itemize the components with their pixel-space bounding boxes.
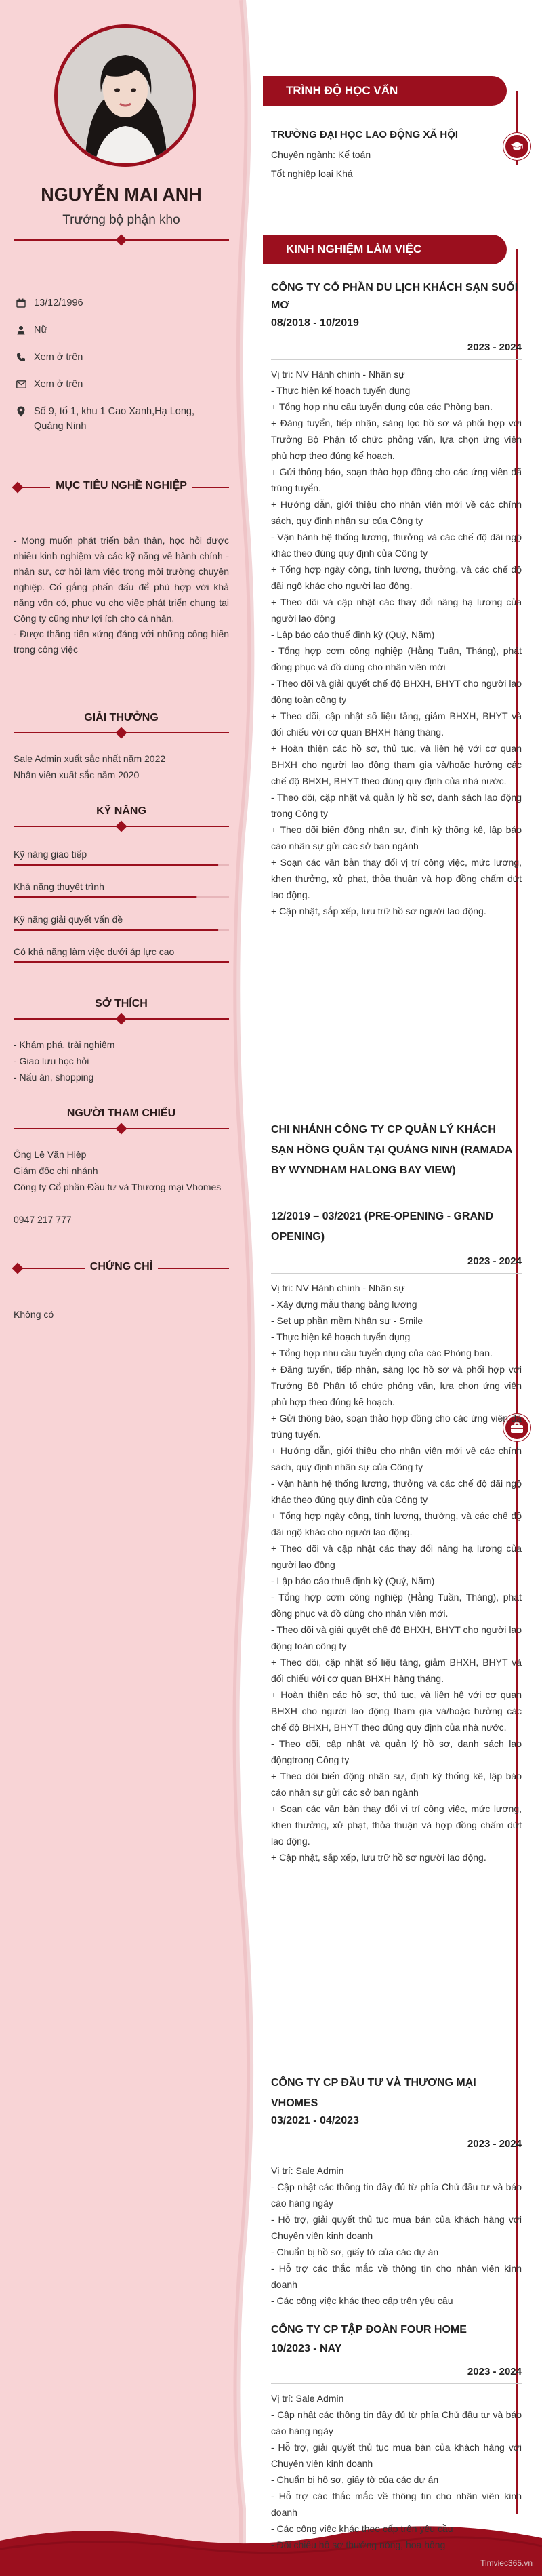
job-description-line: - Cập nhật các thông tin đầy đủ từ phía Chủ đầu tư và báo cáo hàng ngày: [271, 2181, 522, 2209]
job-range: 2023 - 2024: [467, 1255, 522, 1267]
award-item: Sale Admin xuất sắc nhất năm 2022: [14, 753, 166, 764]
job-dates: 12/2019 – 03/2021 (PRE-OPENING - GRAND OPENING): [271, 1211, 494, 1243]
job-description-line: + Theo dõi, cập nhật số liệu tăng, giảm BHXH, BHYT và đối chiếu với cơ quan BHXH hàng tháng.: [271, 710, 522, 738]
job-description-line: + Cập nhật, sắp xếp, lưu trữ hồ sơ người lao động.: [271, 1852, 486, 1863]
experience-header: KINH NGHIỆM LÀM VIỆC: [263, 235, 507, 264]
job-description-line: - Xây dựng mẫu thang bảng lương: [271, 1299, 417, 1310]
email-icon: [15, 377, 27, 392]
job-description-line: + Tổng hợp ngày công, tính lương, thưởng, và các chế độ đãi ngộ khác cho người lao động.: [271, 564, 522, 591]
job-description-line: - Cập nhật các thông tin đầy đủ từ phía Chủ đầu tư và báo cáo hàng ngày: [271, 2409, 522, 2436]
job-description-line: - Các công việc khác theo cấp trên yêu cầu: [271, 2523, 453, 2534]
certificates-text: Không có: [14, 1309, 54, 1320]
reference-company: Công ty Cổ phần Đầu tư và Thương mại Vhomes: [14, 1182, 222, 1192]
job-range: 2023 - 2024: [467, 2366, 522, 2377]
job-separator: [271, 359, 522, 360]
job-description-line: + Soạn các văn bản thay đổi vị trí công việc, mức lương, khen thưởng, xử phạt, thỏa thuận và hợp đồng chấm dứt lao động.: [271, 857, 522, 900]
job-description-line: + Theo dõi và cập nhật các thay đổi nâng hạ lương của người lao động: [271, 1543, 522, 1570]
job-description-line: - Hỗ trợ, giải quyết thủ tục mua bán của khách hàng với Chuyên viên kinh doanh: [271, 2442, 522, 2469]
job-description-line: Vị trí: NV Hành chính - Nhân sự: [271, 369, 405, 380]
job-description-line: - Lập báo cáo thuế định kỳ (Quý, Năm): [271, 1575, 435, 1586]
hobby-item: - Nấu ăn, shopping: [14, 1072, 94, 1083]
skill-label: Kỹ năng giải quyết vấn đề: [14, 914, 123, 925]
job-description-line: - Vận hành hệ thống lương, thưởng và các chế độ đãi ngộ khác theo đúng quy định của Công ty: [271, 1478, 522, 1505]
gender-icon: [15, 323, 27, 338]
job-description-line: + Theo dõi và cập nhật các thay đổi nâng hạ lương của người lao động: [271, 597, 522, 624]
job-description-line: + Hoàn thiện các hồ sơ, thủ tục, và liên hệ với cơ quan BHXH cho người lao động tham gia và/hoặc hưởng các chế độ BHXH, BHYT theo đúng quy định của nhà nước.: [271, 1689, 522, 1733]
info-email: [15, 377, 211, 392]
job-description: [271, 1280, 522, 1866]
job-description-line: - Hỗ trợ các thắc mắc về thông tin cho nhân viên kinh doanh: [271, 2263, 522, 2290]
job-description-line: + Tổng hợp ngày công, tính lương, thưởng, và các chế độ đãi ngộ khác cho người lao động.: [271, 1510, 522, 1537]
job-description-line: - Thực hiện kế hoạch tuyển dụng: [271, 385, 411, 396]
hobbies-title: SỞ THÍCH: [14, 998, 229, 1010]
job-description-line: + Theo dõi biến động nhân sự, định kỳ thống kê, lập báo cáo nhân sự gửi các sở ban ngành: [271, 824, 522, 851]
education-grade: Tốt nghiệp loại Khá: [271, 168, 353, 179]
awards-title: GIẢI THƯỞNG: [14, 712, 229, 724]
education-school: TRƯỜNG ĐẠI HỌC LAO ĐỘNG XÃ HỘI: [271, 129, 459, 140]
job-description: [271, 2390, 522, 2553]
job-description-line: - Tổng hợp cơm công nghiệp (Hằng Tuần, Tháng), phát đồng phục và đồ dùng cho nhân viên mới.: [271, 1592, 522, 1619]
job-range: 2023 - 2024: [467, 342, 522, 353]
job-description-line: + Hướng dẫn, giới thiệu cho nhân viên mới về các chính sách, quy định nhân sự của Công ty: [271, 1445, 522, 1472]
hobby-item: - Khám phá, trải nghiệm: [14, 1039, 115, 1050]
job-description-line: - Set up phần mềm Nhân sự - Smile: [271, 1315, 423, 1326]
info-phone-value: Xem ở trên: [34, 352, 83, 363]
candidate-name: NGUYỄN MAI ANH: [41, 184, 202, 205]
info-birthday: [15, 296, 211, 310]
job-range: 2023 - 2024: [467, 2138, 522, 2150]
skill-label: Kỹ năng giao tiếp: [14, 849, 87, 860]
reference-phone: 0947 217 777: [14, 1214, 72, 1225]
avatar: [54, 24, 196, 167]
job-description-line: + Soạn các văn bản thay đổi vị trí công việc, mức lương, khen thưởng, xử phạt, thỏa thuận và hợp đồng chấm dứt lao động.: [271, 1803, 522, 1847]
info-gender-value: Nữ: [34, 325, 48, 336]
job-description-line: - Lập báo cáo thuế định kỳ (Quý, Năm): [271, 629, 435, 640]
job-description: [271, 366, 522, 919]
job-company: CHI NHÁNH CÔNG TY CP QUẢN LÝ KHÁCH SẠN HỒNG QUÂN TẠI QUẢNG NINH (RAMADA BY WYNDHAM HALONG BAY VIEW): [271, 1124, 512, 1176]
job-description-line: + Theo dõi, cập nhật số liệu tăng, giảm BHXH, BHYT và đối chiếu với cơ quan BHXH hàng tháng.: [271, 1657, 522, 1684]
job-description-line: - Hỗ trợ các thắc mắc về thông tin cho nhân viên kinh doanh: [271, 2491, 522, 2518]
skill-bar: [14, 864, 229, 866]
job-description-line: - Chuẩn bị hồ sơ, giấy tờ của các dự án: [271, 2247, 439, 2257]
job-dates: 10/2023 - NAY: [271, 2343, 342, 2354]
award-item: Nhân viên xuất sắc năm 2020: [14, 769, 140, 780]
job-description-line: - Chuẩn bị hồ sơ, giấy tờ của các dự án: [271, 2474, 439, 2485]
job-description-line: - Tổng hợp cơm công nghiệp (Hằng Tuần, Tháng), phát đồng phục và đồ dùng cho nhân viên mới: [271, 645, 522, 672]
job-description-line: - Theo dõi và giải quyết chế độ BHXH, BHYT cho người lao động toàn công ty: [271, 1624, 522, 1651]
job-description-line: - Theo dõi, cập nhật và quản lý hồ sơ, danh sách lao động trong Công ty: [271, 792, 522, 819]
job-description-line: Vị trí: NV Hành chính - Nhân sự: [271, 1283, 405, 1293]
job-company: CÔNG TY CP TẬP ĐOÀN FOUR HOME: [271, 2324, 467, 2335]
education-major: Chuyên ngành: Kế toán: [271, 149, 371, 160]
skill-bar: [14, 929, 229, 931]
job-dates: 03/2021 - 04/2023: [271, 2115, 359, 2127]
job-description-line: Vị trí: Sale Admin: [271, 2165, 344, 2176]
job-description-line: + Tổng hợp nhu cầu tuyển dụng của các Phòng ban.: [271, 401, 493, 412]
skills-title: KỸ NĂNG: [14, 805, 229, 818]
job-description-line: Vị trí: Sale Admin: [271, 2393, 344, 2404]
job-description-line: - Các công việc khác theo cấp trên yêu cầu: [271, 2295, 453, 2306]
objective-title: MỤC TIÊU NGHỀ NGHIỆP: [14, 480, 229, 492]
info-gender: [15, 323, 211, 338]
reference-title: NGƯỜI THAM CHIẾU: [14, 1108, 229, 1120]
job-description-line: - Đối chiếu hồ sơ thưởng nóng, hoa hồng: [271, 2539, 446, 2550]
job-description-line: + Theo dõi biến động nhân sự, định kỳ thống kê, lập báo cáo nhân sự gửi các sở ban ngành: [271, 1771, 522, 1798]
job-description-line: - Vận hành hệ thống lương, thưởng và các chế độ đãi ngộ khác theo đúng quy định của Công ty: [271, 531, 522, 559]
job-description-line: + Đăng tuyển, tiếp nhận, sàng lọc hồ sơ và phối hợp với Trưởng Bộ Phận tổ chức phỏng vấn, lựa chọn ứng viên phù hợp theo đúng kế hoạch.: [271, 1364, 522, 1407]
info-birthday-value: 13/12/1996: [34, 298, 83, 308]
location-icon: [15, 404, 27, 419]
phone-icon: [15, 350, 27, 365]
job-description-line: + Tổng hợp nhu cầu tuyển dụng của các Phòng ban.: [271, 1348, 493, 1359]
job-separator: [271, 1273, 522, 1274]
job-description-line: + Đăng tuyển, tiếp nhận, sàng lọc hồ sơ và phối hợp với Trưởng Bộ Phận tổ chức phỏng vấn, lựa chọn ứng viên phù hợp theo đúng kế hoạch.: [271, 418, 522, 461]
skill-label: Có khả năng làm việc dưới áp lực cao: [14, 946, 175, 957]
job-description-line: - Hỗ trợ, giải quyết thủ tục mua bán của khách hàng với Chuyên viên kinh doanh: [271, 2214, 522, 2241]
watermark: Timviec365.vn: [480, 2558, 533, 2568]
job-company: CÔNG TY CP ĐẦU TƯ VÀ THƯƠNG MẠI VHOMES: [271, 2077, 476, 2109]
job-separator: [271, 2383, 522, 2384]
skill-bar: [14, 896, 229, 898]
job-description-line: - Theo dõi và giải quyết chế độ BHXH, BHYT cho người lao động toàn công ty: [271, 678, 522, 705]
hobby-item: - Giao lưu học hỏi: [14, 1055, 89, 1066]
info-phone: [15, 350, 211, 365]
job-description-line: + Cập nhật, sắp xếp, lưu trữ hồ sơ người lao động.: [271, 906, 486, 917]
job-description-line: - Thực hiện kế hoạch tuyển dụng: [271, 1331, 411, 1342]
info-address-value: Số 9, tổ 1, khu 1 Cao Xanh,Hạ Long, Quảng Ninh: [34, 406, 194, 432]
reference-name: Ông Lê Văn Hiệp: [14, 1149, 87, 1160]
skill-label: Khả năng thuyết trình: [14, 881, 104, 892]
job-description-line: + Hoàn thiện các hồ sơ, thủ tục, và liên hệ với cơ quan BHXH cho người lao động tham gia và/hoặc hưởng các chế độ BHXH, BHYT theo đúng quy định của nhà nước.: [271, 743, 522, 786]
certificates-title: CHỨNG CHỈ: [14, 1261, 229, 1273]
job-description-line: - Theo dõi, cập nhật và quản lý hồ sơ, danh sách lao độngtrong Công ty: [271, 1738, 522, 1765]
job-company: CÔNG TY CỔ PHẦN DU LỊCH KHÁCH SẠN SUỐI MƠ: [271, 282, 518, 311]
job-description-line: + Gửi thông báo, soạn thảo hợp đồng cho các ứng viên đã trúng tuyển.: [271, 1413, 522, 1440]
info-address: [15, 404, 211, 434]
job-description-line: + Gửi thông báo, soạn thảo hợp đồng cho các ứng viên đã trúng tuyển.: [271, 466, 522, 494]
skill-bar: [14, 961, 229, 963]
job-description-line: + Hướng dẫn, giới thiệu cho nhân viên mới về các chính sách, quy định nhân sự của Công ty: [271, 499, 522, 526]
info-email-value: Xem ở trên: [34, 379, 83, 390]
candidate-title: Trưởng bộ phận kho: [62, 213, 180, 227]
job-dates: 08/2018 - 10/2019: [271, 317, 359, 329]
objective-text: - Mong muốn phát triển bản thân, học hỏi được nhiều kinh nghiệm và các kỹ năng về hành chính - nhân sự, cơ hội làm việc trong môi trường chuyên nghiệp. Cố gắng phấn đấu để phù hợp với khả năng vốn có, phục vụ cho việc phát triển chung tại Công ty cũng như lợi ích cho cá nhân. - Được thăng tiến xứng đáng với những cống hiến trong công việc: [14, 535, 229, 655]
avatar-photo-icon: [58, 28, 193, 163]
education-header: TRÌNH ĐỘ HỌC VẤN: [263, 76, 507, 106]
reference-position: Giám đốc chi nhánh: [14, 1165, 98, 1176]
job-description: [271, 2162, 522, 2309]
calendar-icon: [15, 296, 27, 310]
